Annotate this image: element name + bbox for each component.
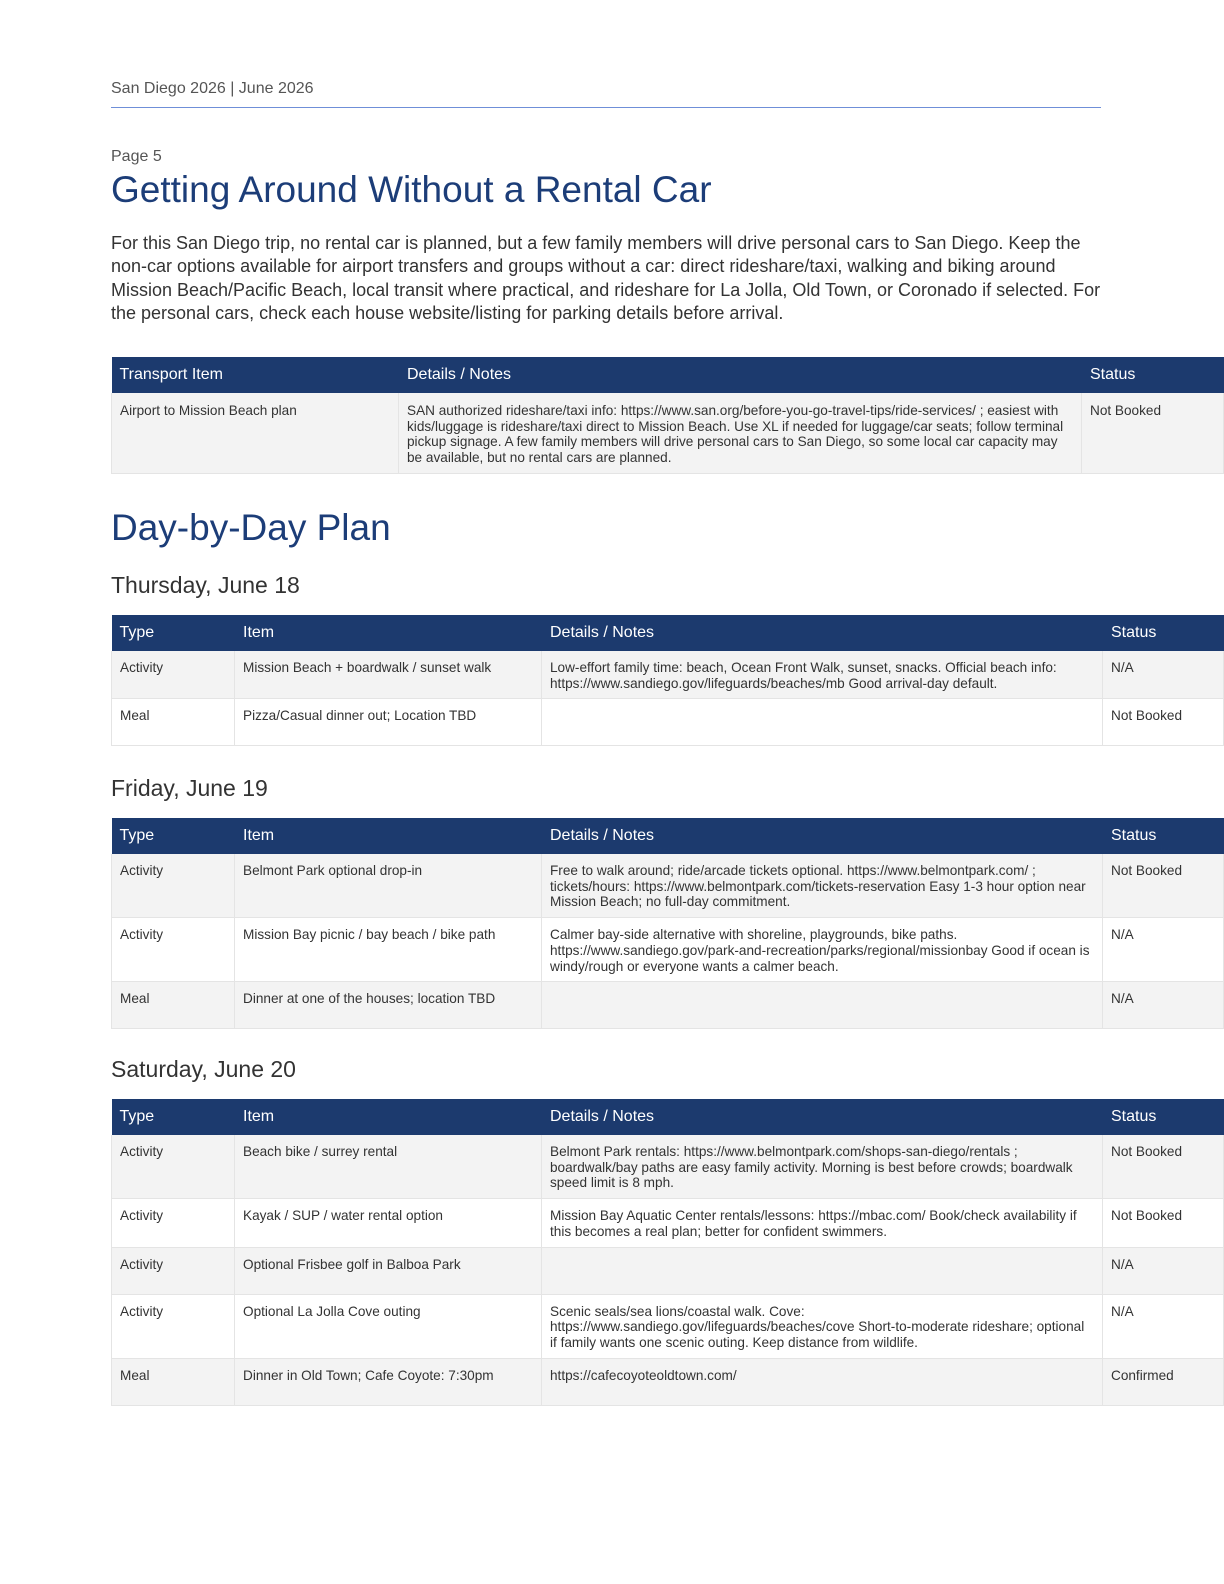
column-header-status: Status [1103, 818, 1224, 854]
item-cell: Belmont Park optional drop-in [235, 854, 542, 918]
status-cell: N/A [1103, 918, 1224, 982]
day-table-header-row [112, 818, 1224, 854]
details-cell [542, 1247, 1103, 1294]
type-cell: Activity [112, 1247, 235, 1294]
table-row [112, 1358, 1224, 1405]
day-heading: Friday, June 19 [111, 775, 268, 801]
details-cell: Belmont Park rentals: https://www.belmontpark.com/shops-san-diego/rentals ; boardwalk/bay paths are easy family activity. Morning is best before crowds; boardwalk speed limit is 8 mph. [542, 1135, 1103, 1199]
status-cell: Not Booked [1103, 699, 1224, 746]
details-cell: Free to walk around; ride/arcade tickets optional. https://www.belmontpark.com/ ; tickets/hours: https://www.belmontpark.com/tickets-reservation Easy 1-3 hour option near Mission Beach; no full-day commitment. [542, 854, 1103, 918]
day-heading: Saturday, June 20 [111, 1056, 296, 1082]
type-cell: Meal [112, 699, 235, 746]
item-cell: Optional Frisbee golf in Balboa Park [235, 1247, 542, 1294]
day-plan-section-title: Day-by-Day Plan [111, 507, 391, 548]
column-header-details: Details / Notes [399, 357, 1082, 393]
table-row [112, 918, 1224, 982]
status-cell: N/A [1103, 651, 1224, 699]
details-cell: https://cafecoyoteoldtown.com/ [542, 1358, 1103, 1405]
item-cell: Pizza/Casual dinner out; Location TBD [235, 699, 542, 746]
table-row [112, 1247, 1224, 1294]
table-row [112, 1135, 1224, 1199]
column-header-item: Item [235, 1099, 542, 1135]
column-header-item: Item [235, 818, 542, 854]
column-header-type: Type [112, 615, 235, 651]
column-header-details: Details / Notes [542, 818, 1103, 854]
day-plan-table [111, 818, 1224, 1029]
item-cell: Beach bike / surrey rental [235, 1135, 542, 1199]
table-row [112, 1199, 1224, 1247]
status-cell: N/A [1103, 1294, 1224, 1358]
day-table-header-row [112, 1099, 1224, 1135]
column-header-details: Details / Notes [542, 615, 1103, 651]
item-cell: Mission Bay picnic / bay beach / bike path [235, 918, 542, 982]
status-cell: Not Booked [1103, 1199, 1224, 1247]
status-cell: N/A [1103, 982, 1224, 1029]
type-cell: Activity [112, 651, 235, 699]
table-row [112, 699, 1224, 746]
details-cell: Scenic seals/sea lions/coastal walk. Cove: https://www.sandiego.gov/lifeguards/beaches/cove Short-to-moderate rideshare; optional if family wants one scenic outing. Keep distance from wildlife. [542, 1294, 1103, 1358]
column-header-status: Status [1103, 615, 1224, 651]
status-cell: N/A [1103, 1247, 1224, 1294]
status-cell: Not Booked [1103, 1135, 1224, 1199]
column-header-details: Details / Notes [542, 1099, 1103, 1135]
type-cell: Activity [112, 1135, 235, 1199]
transport-section-title: Getting Around Without a Rental Car [111, 169, 712, 210]
column-header-status: Status [1103, 1099, 1224, 1135]
item-cell: Dinner in Old Town; Cafe Coyote: 7:30pm [235, 1358, 542, 1405]
column-header-type: Type [112, 1099, 235, 1135]
table-row [112, 1294, 1224, 1358]
table-row [112, 393, 1224, 473]
details-cell: Calmer bay-side alternative with shoreline, playgrounds, bike paths. https://www.sandiego.gov/park-and-recreation/parks/regional/missionbay Good if ocean is windy/rough or everyone wants a calmer beach. [542, 918, 1103, 982]
type-cell: Meal [112, 982, 235, 1029]
header-rule [111, 107, 1101, 108]
details-cell [542, 699, 1103, 746]
column-header-status: Status [1082, 357, 1224, 393]
day-heading: Thursday, June 18 [111, 572, 300, 598]
running-header: San Diego 2026 | June 2026 [111, 80, 314, 97]
status-cell: Not Booked [1082, 393, 1224, 473]
column-header-item: Item [235, 615, 542, 651]
item-cell: Mission Beach + boardwalk / sunset walk [235, 651, 542, 699]
day-plan-table [111, 615, 1224, 746]
status-cell: Not Booked [1103, 854, 1224, 918]
details-cell: Low-effort family time: beach, Ocean Front Walk, sunset, snacks. Official beach info: https://www.sandiego.gov/lifeguards/beaches/mb Good arrival-day default. [542, 651, 1103, 699]
type-cell: Activity [112, 1199, 235, 1247]
details-cell: SAN authorized rideshare/taxi info: https://www.san.org/before-you-go-travel-tips/ride-services/ ; easiest with kids/luggage is rideshare/taxi direct to Mission Beach. Use XL if needed for luggage/car seats; follow terminal pickup signage. A few family members will drive personal cars to San Diego, so some local car capacity may be available, but no rental cars are planned. [399, 393, 1082, 473]
day-plan-table [111, 1099, 1224, 1406]
transport-item-cell: Airport to Mission Beach plan [112, 393, 399, 473]
day-table-header-row [112, 615, 1224, 651]
item-cell: Dinner at one of the houses; location TBD [235, 982, 542, 1029]
table-row [112, 982, 1224, 1029]
page-number: Page 5 [111, 148, 162, 165]
status-cell: Confirmed [1103, 1358, 1224, 1405]
type-cell: Activity [112, 854, 235, 918]
column-header-transport-item: Transport Item [112, 357, 399, 393]
column-header-type: Type [112, 818, 235, 854]
item-cell: Optional La Jolla Cove outing [235, 1294, 542, 1358]
details-cell [542, 982, 1103, 1029]
transport-table [111, 357, 1224, 474]
type-cell: Activity [112, 918, 235, 982]
table-row [112, 651, 1224, 699]
table-row [112, 854, 1224, 918]
item-cell: Kayak / SUP / water rental option [235, 1199, 542, 1247]
type-cell: Activity [112, 1294, 235, 1358]
details-cell: Mission Bay Aquatic Center rentals/lessons: https://mbac.com/ Book/check availability if this becomes a real plan; better for confident swimmers. [542, 1199, 1103, 1247]
transport-table-header-row [112, 357, 1224, 393]
type-cell: Meal [112, 1358, 235, 1405]
transport-intro: For this San Diego trip, no rental car is planned, but a few family members will drive personal cars to San Diego. Keep the non-car options available for airport transfers and groups without a car: direct rideshare/taxi, walking and biking around Mission Beach/Pacific Beach, local transit where practical, and rideshare for La Jolla, Old Town, or Coronado if selected. For the personal cars, check each house website/listing for parking details before arrival. [111, 233, 1101, 323]
